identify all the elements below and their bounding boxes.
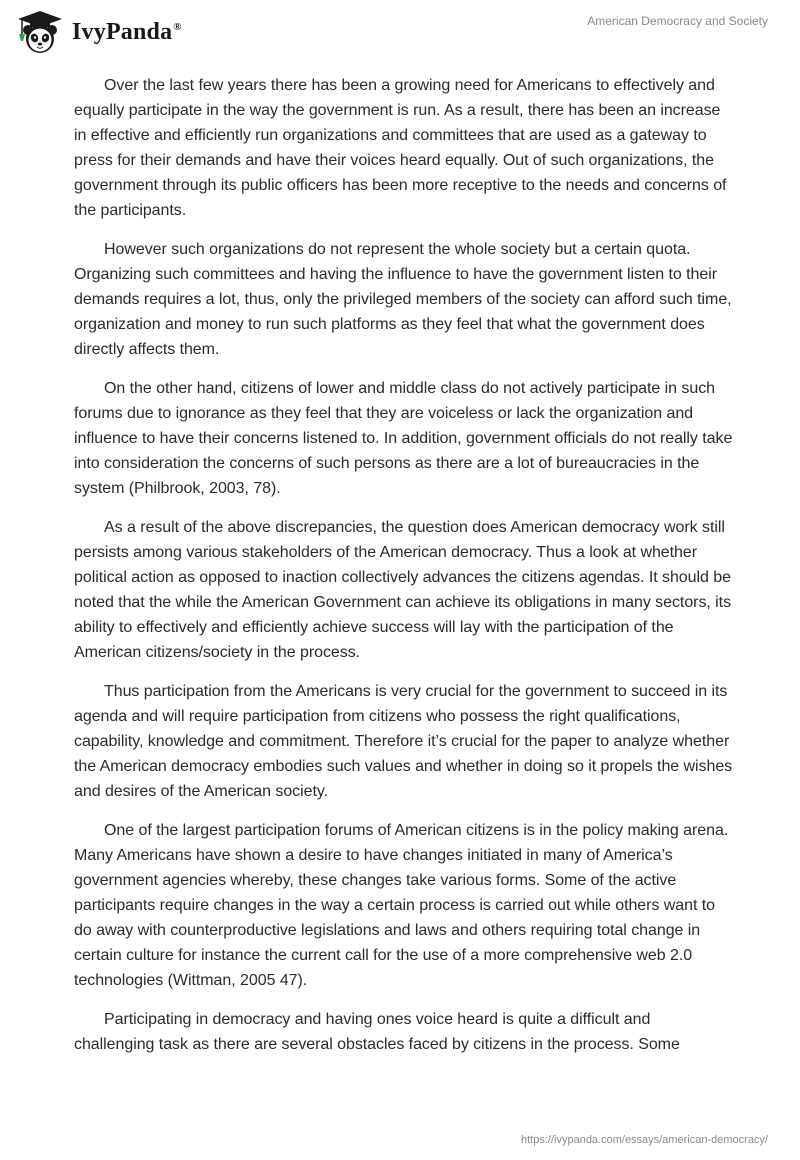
paragraph: As a result of the above discrepancies, the question does American democracy work still persists among various stakeholders of the American democracy. Thus a look at whether political action as opposed to inaction collectively advances the citizens agendas. It should be noted that the while the American Government can achieve its obligations in many sectors, its ability to effectively and efficiently achieve success will lay with the participation of the American citizens/society in the process. bbox=[74, 519, 732, 661]
paragraph: One of the largest participation forums of American citizens is in the policy making arena. Many Americans have shown a desire to have changes initiated in many of America’s government agencies whereby, these changes take various forms. Some of the active participants require changes in the way a certain process is carried out while others want to do away with counterproductive legislations and laws and others requiring total change in certain culture for instance the current call for the use of a more comprehensive web 2.0 technologies (Wittman, 2005 47). bbox=[74, 822, 729, 989]
essay-body bbox=[74, 73, 734, 1071]
paragraph: Thus participation from the Americans is very crucial for the government to succeed in its agenda and will require participation from citizens who possess the right qualifications, capability, knowledge and commitment. Therefore it’s crucial for the paper to analyze whether the American democracy embodies such values and whether in doing so it propels the wishes and desires of the American society. bbox=[74, 683, 733, 800]
brand-name bbox=[72, 19, 182, 46]
paragraph: However such organizations do not represent the whole society but a certain quota. Organizing such committees and having the influence to have the government listen to their demands requires a lot, thus, only the privileged members of the society can afford such time, organization and money to run such platforms as they feel that what the government does directly affects them. bbox=[74, 241, 732, 358]
document-title: American Democracy and Society bbox=[587, 14, 768, 28]
paragraph: Over the last few years there has been a growing need for Americans to effectively and equally participate in the way the government is run. As a result, there has been an increase in effective and efficiently run organizations and committees that are used as a gateway to press for their demands and have their voices heard equally. Out of such organizations, the government through its public officers has been more receptive to the needs and concerns of the participants. bbox=[74, 77, 727, 219]
registered-mark: ® bbox=[173, 20, 182, 33]
brand-name-text: IvyPanda bbox=[72, 18, 173, 45]
panda-graduate-icon bbox=[14, 8, 66, 56]
page-header bbox=[0, 0, 800, 64]
source-url[interactable]: https://ivypanda.com/essays/american-democracy/ bbox=[521, 1134, 768, 1146]
paragraph: Participating in democracy and having ones voice heard is quite a difficult and challenging task as there are several obstacles faced by citizens in the process. Some bbox=[74, 1011, 680, 1053]
paragraph: On the other hand, citizens of lower and middle class do not actively participate in such forums due to ignorance as they feel that they are voiceless or lack the organization and influence to have their concerns listened to. In addition, government officials do not really take into consideration the concerns of such persons as there are a lot of bureaucracies in the system (Philbrook, 2003, 78). bbox=[74, 380, 733, 497]
ivypanda-logo[interactable] bbox=[14, 8, 182, 56]
